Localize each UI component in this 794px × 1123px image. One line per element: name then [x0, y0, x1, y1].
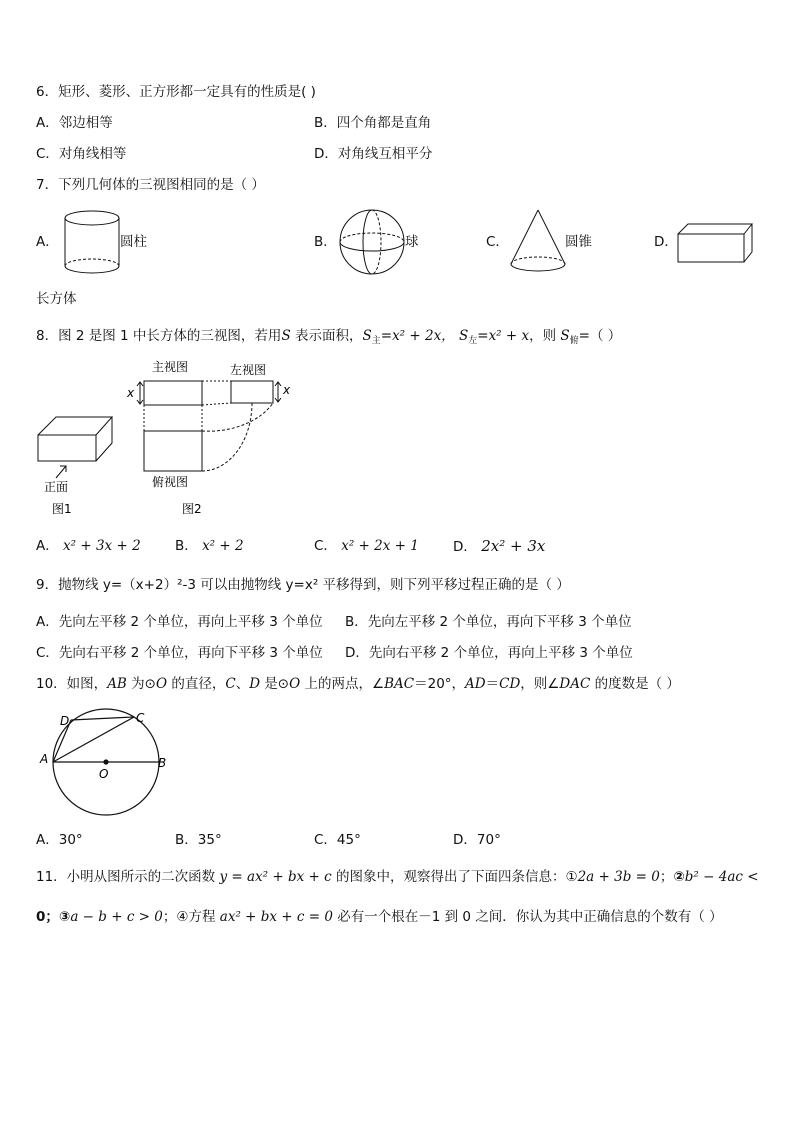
q11-t2: ； [659, 869, 674, 885]
q11-circ2: ② [673, 869, 685, 885]
q6-option-b: B．四个角都是直角 [314, 115, 432, 131]
q10-cd: CD [499, 676, 521, 692]
q8-option-c-expr: x² + 2x + 1 [341, 538, 419, 554]
q10-t4: 是⊙ [260, 676, 290, 692]
cone-figure [508, 206, 568, 278]
q10-stem [36, 675, 680, 693]
q11-info1: 2a + 3b = 0 [577, 869, 660, 885]
q11-t3: ；④方程 [162, 909, 220, 925]
x-label-left: x [283, 383, 291, 397]
q11-semi: ； [45, 909, 59, 925]
q8-option-b-expr: x² + 2 [202, 538, 244, 554]
sphere-figure [338, 208, 410, 278]
front-arrow [56, 466, 66, 478]
q11-t4: 必有一个根在－1 到 0 之间．你认为其中正确信息的个数有（ ） [332, 909, 723, 925]
center-point [103, 759, 108, 764]
q10-t7: ＝ [485, 676, 500, 692]
q9-option-b: B．先向左平移 2 个单位，再向下平移 3 个单位 [345, 614, 632, 630]
q8-stem-end: ，则 [529, 328, 561, 344]
q10-circle-figure [36, 708, 176, 830]
q8-option-a [36, 537, 141, 555]
q8-figure [30, 355, 300, 520]
q10-t2: 的直径， [167, 676, 226, 692]
q8-s-left: S [458, 328, 469, 344]
chord-dc [71, 717, 134, 720]
q11-line1 [36, 868, 759, 886]
fig1-label: 图1 [52, 502, 72, 516]
q10-ad: AD [465, 676, 486, 692]
q6-option-d: D．对角线互相平分 [314, 146, 433, 162]
q10-option-a: A．30° [36, 832, 83, 848]
q10-t6: ＝20°， [414, 676, 466, 692]
q10-t5: 上的两点，∠ [300, 676, 385, 692]
q10-dac: DAC [559, 676, 591, 692]
label-b: B [158, 756, 167, 770]
cylinder-figure [62, 208, 124, 278]
q7-option-d-name: 长方体 [36, 291, 77, 307]
q10-o1: O [155, 676, 168, 692]
q8-s-symbol: S [281, 328, 291, 344]
q10-t1: 为⊙ [126, 676, 156, 692]
left-view-rect [231, 381, 273, 403]
q11-line2 [36, 908, 723, 926]
q8-top-sub: 俯 [569, 336, 579, 346]
q8-s-top: S [560, 328, 570, 344]
q11-info2: b² − 4ac < [684, 869, 759, 885]
q8-left-expr: x² + x [488, 328, 530, 344]
q11-circ3: ③ [58, 909, 71, 925]
q8-option-d-letter: D． [453, 539, 477, 555]
q8-option-b [175, 537, 244, 555]
q7-option-d-letter: D． [654, 234, 678, 250]
q8-eq1: = [380, 328, 393, 344]
q10-bac: BAC [384, 676, 415, 692]
q10-stem-pre: 10．如图， [36, 676, 108, 692]
top-view-label: 俯视图 [152, 475, 189, 489]
q11-eq4: ax² + bx + c = 0 [219, 909, 333, 925]
q7-option-c-letter: C． [486, 234, 509, 250]
x-label-front: x [127, 386, 135, 400]
q10-t8: ，则∠ [520, 676, 560, 692]
q9-option-c: C．先向右平移 2 个单位，再向下平移 3 个单位 [36, 645, 323, 661]
q7-option-b-letter: B． [314, 234, 337, 250]
q7-option-b-name: 球 [405, 234, 419, 250]
front-view-rect [144, 381, 202, 405]
q8-eq3: = [578, 328, 590, 344]
label-a: A [40, 752, 49, 766]
q8-option-a-expr: x² + 3x + 2 [63, 538, 141, 554]
q8-option-c [314, 537, 419, 555]
q8-main-sub: 主 [371, 336, 381, 346]
q8-eq2: = [477, 328, 489, 344]
q10-o2: O [289, 676, 301, 692]
q11-t1: 的图象中，观察得出了下面四条信息：① [331, 869, 578, 885]
fig1-cuboid-side [96, 417, 112, 461]
q8-main-expr: x² + 2x， [392, 328, 455, 344]
q6-option-a: A．邻边相等 [36, 115, 113, 131]
label-o: O [99, 767, 109, 781]
q8-option-b-letter: B． [175, 538, 198, 554]
q7-option-a-name: 圆柱 [120, 234, 147, 250]
q8-stem-pre: 8．图 2 是图 1 中长方体的三视图，若用 [36, 328, 282, 344]
q11-stem-pre: 11．小明从图所示的二次函数 [36, 869, 220, 885]
q8-option-a-letter: A． [36, 538, 59, 554]
fig1-cuboid-top [38, 417, 112, 435]
q8-option-c-letter: C． [314, 538, 337, 554]
q8-option-d-expr: 2x² + 3x [481, 537, 546, 555]
top-view-rect [144, 431, 202, 471]
q8-paren: （ ） [589, 328, 622, 344]
q6-stem: 6．矩形、菱形、正方形都一定具有的性质是( ) [36, 84, 316, 100]
left-view-label: 左视图 [230, 363, 267, 377]
q10-ab: AB [107, 676, 127, 692]
label-d: D [60, 714, 70, 728]
q11-zero: 0 [36, 909, 46, 925]
q8-stem [36, 327, 621, 345]
q8-left-sub: 左 [468, 336, 478, 346]
cuboid-figure [676, 220, 756, 266]
q10-t3: 、 [235, 676, 250, 692]
q10-d: D [249, 676, 261, 692]
q11-info3: a − b + c > 0 [70, 909, 163, 925]
label-c: C [136, 711, 145, 725]
fig2-label: 图2 [182, 502, 202, 516]
q9-option-d: D．先向右平移 2 个单位，再向上平移 3 个单位 [345, 645, 633, 661]
q8-s-main: S [362, 328, 372, 344]
q9-stem: 9．抛物线 y=（x+2）²-3 可以由抛物线 y=x² 平移得到，则下列平移过程正确的是（ ） [36, 577, 570, 593]
q10-option-b: B．35° [175, 832, 222, 848]
q6-option-c: C．对角线相等 [36, 146, 127, 162]
fig1-cuboid-front [38, 435, 96, 461]
q9-option-a: A．先向左平移 2 个单位，再向上平移 3 个单位 [36, 614, 323, 630]
q7-option-c-name: 圆锥 [565, 234, 592, 250]
q8-option-d [453, 537, 545, 556]
q10-t9: 的度数是（ ） [590, 676, 680, 692]
q7-stem: 7．下列几何体的三视图相同的是（ ） [36, 177, 265, 193]
front-face-label: 正面 [44, 480, 69, 494]
front-view-label: 主视图 [152, 360, 189, 374]
q8-stem-mid: 表示面积， [290, 328, 363, 344]
q7-option-a-letter: A． [36, 234, 59, 250]
q10-option-d: D．70° [453, 832, 501, 848]
q10-option-c: C．45° [314, 832, 361, 848]
q11-func: y = ax² + bx + c [219, 869, 332, 885]
q10-c: C [225, 676, 236, 692]
